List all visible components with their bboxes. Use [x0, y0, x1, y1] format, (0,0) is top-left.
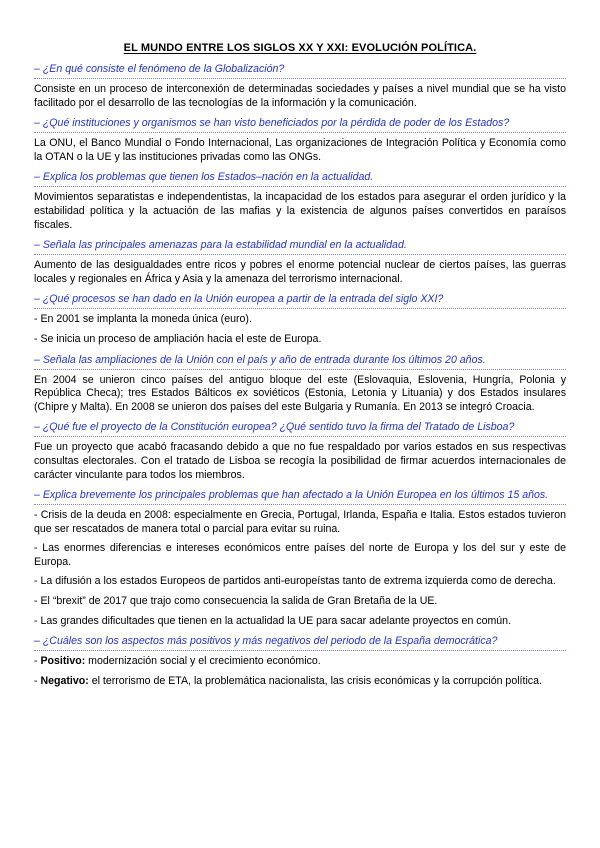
- answer-paragraph: En 2004 se unieron cinco países del antiguo bloque del este (Eslovaquia, Eslovenia, Hungría, Polonia y República Checa); tres Estados Bálticos ex soviéticos (Estonia, Letonia y Lituania) y dos Estados insulares (Chipre y Malta). En 2008 se unieron dos países del este Bulgaria y Rumanía. En 2013 se integró Croacia.: [34, 373, 566, 413]
- question-heading: – Señala las principales amenazas para la estabilidad mundial en la actualidad.: [34, 238, 566, 255]
- answer-paragraph: - El “brexit” de 2017 que trajo como consecuencia la salida de Gran Bretaña de la UE.: [34, 595, 438, 608]
- question-heading: – ¿Qué fue el proyecto de la Constitución europea? ¿Qué sentido tuvo la firma del Tratado de Lisboa?: [34, 420, 566, 437]
- question-heading: – Explica brevemente los principales problemas que han afectado a la Unión Europea en los últimos 15 años.: [34, 488, 566, 505]
- question-heading: – ¿Cuáles son los aspectos más positivos y más negativos del periodo de la España democrática?: [34, 634, 566, 651]
- answer-label: Negativo:: [40, 674, 89, 687]
- answer-paragraph: - Las enormes diferencias e intereses económicos entre países del norte de Europa y los del sur y este de Europa.: [34, 542, 566, 568]
- answer-prefix: -: [34, 655, 41, 668]
- answer-text: modernización social y el crecimiento económico.: [85, 655, 321, 668]
- answer-paragraph: [34, 675, 566, 689]
- answer-prefix: -: [34, 674, 41, 687]
- answer-label: Positivo:: [40, 655, 86, 668]
- question-heading: – Señala las ampliaciones de la Unión con el país y año de entrada durante los últimos 20 años.: [34, 353, 566, 370]
- question-heading: – ¿Qué procesos se han dado en la Unión europea a partir de la entrada del siglo XXI?: [34, 292, 566, 309]
- question-heading: – ¿Qué instituciones y organismos se han visto beneficiados por la pérdida de poder de los Estados?: [34, 116, 566, 133]
- answer-paragraph: Fue un proyecto que acabó fracasando debido a que no fue respaldado por varios estados en sus respectivas consultas electorales. Con el tratado de Lisboa se recogía la posibilidad de firmar acuerdos internacionales de carácter vinculante para todos los miembros.: [34, 441, 566, 481]
- answer-paragraph: Aumento de las desigualdades entre ricos y pobres el enorme potencial nuclear de ciertos países, las guerras locales y regionales en África y Asia y la amenaza del terrorismo internacional.: [34, 259, 566, 285]
- answer-paragraph: La ONU, el Banco Mundial o Fondo Internacional, Las organizaciones de Integración Política y Economía como la OTAN o la UE y las instituciones privadas como las ONGs.: [34, 137, 566, 163]
- question-heading: – ¿En qué consiste el fenómeno de la Globalización?: [34, 62, 566, 79]
- answer-paragraph: - Las grandes dificultades que tienen en la actualidad la UE para sacar adelante proyectos en común.: [34, 614, 512, 627]
- answer-paragraph: - Se inicia un proceso de ampliación hacia el este de Europa.: [34, 332, 322, 345]
- answer-paragraph: Consiste en un proceso de interconexión de determinadas sociedades y países a nivel mundial que se ha visto facilitado por el desarrollo de las tecnologías de la información y la comunicación.: [34, 83, 566, 109]
- answer-paragraph: [34, 655, 566, 669]
- answer-paragraph: Movimientos separatistas e independentistas, la incapacidad de los estados para asegurar el orden jurídico y la estabilidad política y la actuación de las mafias y la existencia de algunos países convertidos en paraísos fiscales.: [34, 191, 566, 231]
- answer-paragraph: - Crisis de la deuda en 2008: especialmente en Grecia, Portugal, Irlanda, España e Italia. Estos estados tuvieron que ser rescatados de manera total o parcial para evitar su ruina.: [34, 509, 566, 535]
- document-title: EL MUNDO ENTRE LOS SIGLOS XX Y XXI: EVOLUCIÓN POLÍTICA.: [123, 42, 477, 54]
- question-heading: – Explica los problemas que tienen los Estados–nación en la actualidad.: [34, 170, 566, 187]
- answer-paragraph: - La difusión a los estados Europeos de partidos anti-europeístas tanto de extrema izquierda como de derecha.: [34, 575, 556, 588]
- answer-text: el terrorismo de ETA, la problemática nacionalista, las crisis económicas y la corrupción política.: [88, 674, 542, 687]
- answer-paragraph: - En 2001 se implanta la moneda única (euro).: [34, 313, 252, 326]
- document-body: [34, 62, 566, 688]
